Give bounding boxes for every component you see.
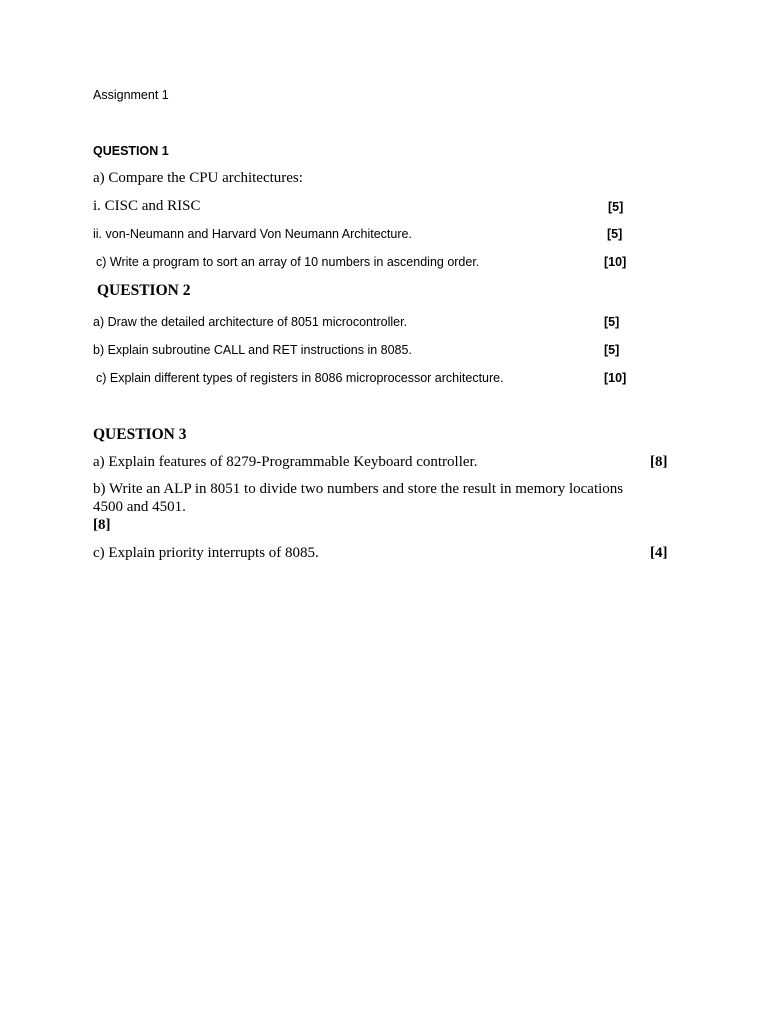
question-1-item-3-text: c) Write a program to sort an array of 10 numbers in ascending order. <box>96 255 480 269</box>
question-2-item-3-marks: [10] <box>604 371 627 385</box>
question-3-item-3-marks: [4] <box>650 545 668 561</box>
question-3-item-2-text-line-1: b) Write an ALP in 8051 to divide two numbers and store the result in memory locations <box>93 481 624 497</box>
question-3-item-1-marks: [8] <box>650 454 668 470</box>
question-1-heading: QUESTION 1 <box>93 144 169 158</box>
question-3-item-2-marks: [8] <box>93 517 111 533</box>
question-3-item-3-text: c) Explain priority interrupts of 8085. <box>93 545 319 561</box>
question-1-item-1-text: i. CISC and RISC <box>93 198 201 214</box>
question-2-item-1-marks: [5] <box>604 315 620 329</box>
question-1-item-3-marks: [10] <box>604 255 627 269</box>
question-1-intro: a) Compare the CPU architectures: <box>93 170 303 186</box>
question-2-item-2-marks: [5] <box>604 343 620 357</box>
question-2-item-3-text: c) Explain different types of registers in 8086 microprocessor architecture. <box>96 371 504 385</box>
question-2-heading: QUESTION 2 <box>97 282 191 299</box>
question-1-item-2-text: ii. von-Neumann and Harvard Von Neumann Architecture. <box>93 227 412 241</box>
question-1-item-1-marks: [5] <box>608 200 624 214</box>
question-3-heading: QUESTION 3 <box>93 426 187 443</box>
question-3-item-2-text-line-2: 4500 and 4501. <box>93 499 186 515</box>
question-1-item-2-marks: [5] <box>607 227 623 241</box>
question-3-item-1-text: a) Explain features of 8279-Programmable Keyboard controller. <box>93 454 478 470</box>
question-2-item-2-text: b) Explain subroutine CALL and RET instructions in 8085. <box>93 343 412 357</box>
assignment-title: Assignment 1 <box>93 88 169 102</box>
question-2-item-1-text: a) Draw the detailed architecture of 8051 microcontroller. <box>93 315 408 329</box>
